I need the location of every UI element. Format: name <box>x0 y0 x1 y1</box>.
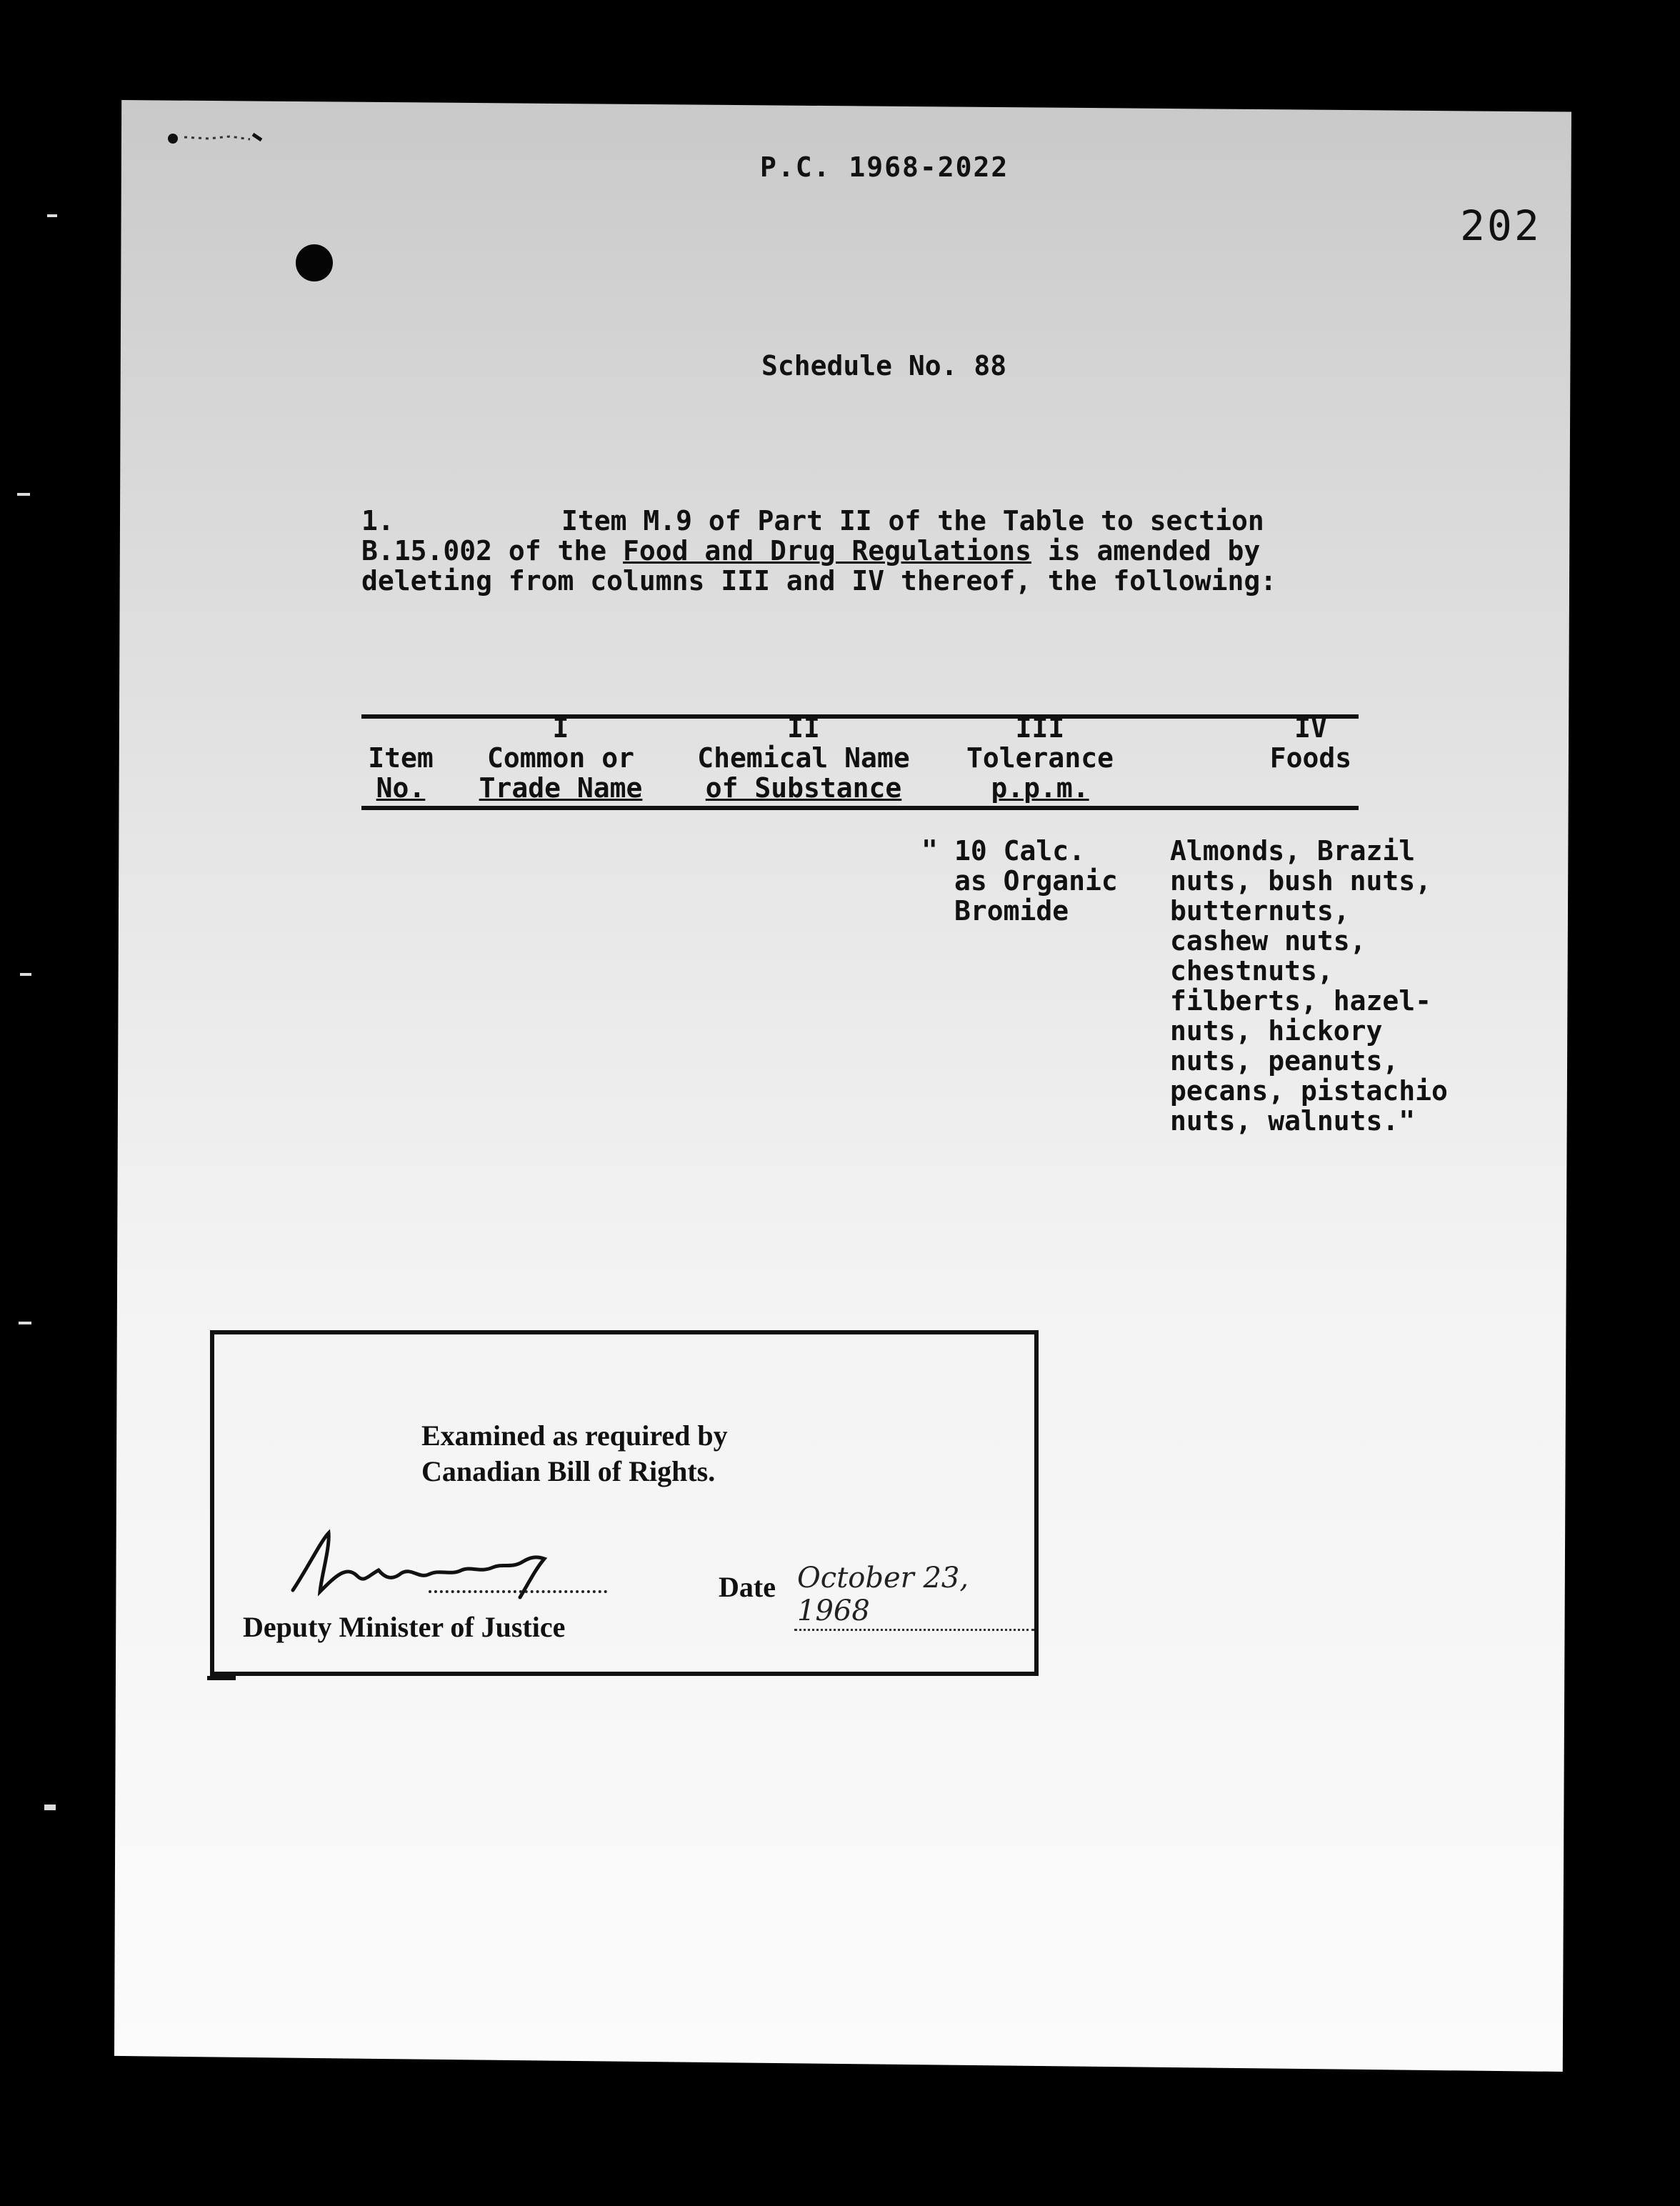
cell-line: 10 Calc. <box>954 835 1086 867</box>
cell-line: as Organic <box>954 865 1118 897</box>
column-header-common-name <box>468 713 654 803</box>
column-header-line: Tolerance <box>966 742 1114 774</box>
cell-line: nuts, walnuts." <box>1170 1105 1416 1137</box>
column-header-tolerance <box>954 713 1126 803</box>
signature-line <box>429 1590 607 1593</box>
schedule-title: Schedule No. 88 <box>761 350 1007 381</box>
page-number: 202 <box>1460 201 1541 250</box>
stamp-corner-mark <box>207 1676 236 1680</box>
cell-line: nuts, hickory <box>1170 1015 1383 1047</box>
cell-line: filberts, hazel- <box>1170 985 1432 1017</box>
cell-line: chestnuts, <box>1170 955 1334 987</box>
stamp-text-line: Canadian Bill of Rights. <box>421 1455 716 1487</box>
amendment-clause <box>361 506 1376 596</box>
cell-line: pecans, pistachio <box>1170 1075 1448 1107</box>
punch-hole <box>296 244 333 281</box>
edge-mark <box>44 1805 56 1810</box>
column-header-line: p.p.m. <box>991 772 1089 804</box>
column-numeral: IV <box>1294 712 1327 744</box>
clause-text-before: Item M.9 of Part II of the Table to section B.15.002 of the <box>361 505 1264 567</box>
order-reference: P.C. 1968-2022 <box>760 151 1009 183</box>
column-header-line: Foods <box>1269 742 1352 774</box>
regulation-name: Food and Drug Regulations <box>623 535 1031 567</box>
signatory-title: Deputy Minister of Justice <box>243 1611 566 1643</box>
edge-mark <box>47 214 57 217</box>
clause-number: 1. <box>361 505 394 536</box>
foods-cell <box>1170 836 1448 1136</box>
clause-text-after: is amended by deleting from columns III and IV thereof, the following: <box>361 535 1277 597</box>
cell-line: Bromide <box>954 895 1069 927</box>
column-numeral: III <box>1015 712 1065 744</box>
date-label: Date <box>719 1571 776 1603</box>
edge-mark <box>19 1322 31 1324</box>
column-header-line: Common or <box>487 742 634 774</box>
column-numeral: II <box>787 712 820 744</box>
column-header-line: Item <box>368 742 434 774</box>
cell-line: nuts, bush nuts, <box>1170 865 1432 897</box>
column-header-item-no <box>361 743 440 803</box>
edge-mark <box>20 973 31 976</box>
column-header-chemical-name <box>686 713 921 803</box>
column-header-line: Chemical Name <box>697 742 910 774</box>
cell-line: butternuts, <box>1170 895 1350 927</box>
edge-mark <box>17 493 30 496</box>
opening-quote: " <box>921 834 938 866</box>
column-header-line: No. <box>376 772 426 804</box>
column-header-line: of Substance <box>705 772 902 804</box>
bill-of-rights-stamp <box>210 1330 1039 1676</box>
column-header-line: Trade Name <box>479 772 643 804</box>
stamp-text-line: Examined as required by <box>421 1419 728 1452</box>
cell-line: nuts, peanuts, <box>1170 1045 1399 1077</box>
table-header-rule <box>361 806 1359 810</box>
column-header-foods <box>1257 713 1364 773</box>
cell-line: Almonds, Brazil <box>1170 835 1416 867</box>
cell-line: cashew nuts, <box>1170 925 1366 957</box>
ink-smudge <box>166 130 266 146</box>
tolerance-cell <box>954 836 1118 926</box>
column-numeral: I <box>552 712 569 744</box>
handwritten-date: October 23, 1968 <box>794 1562 1034 1631</box>
